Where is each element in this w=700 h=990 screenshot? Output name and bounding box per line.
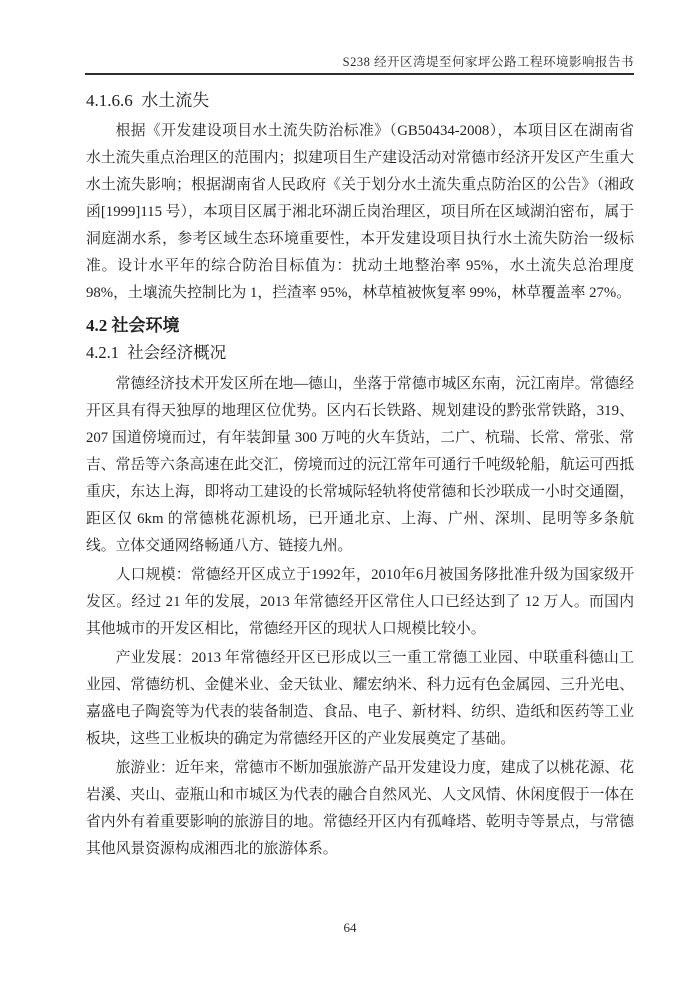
section-heading-4-2-1: 4.2.1 社会经济概况 [86, 343, 227, 362]
section-heading-4-1-6-6: 4.1.6.6 水土流失 [86, 91, 210, 110]
header-divider [85, 73, 634, 75]
section-heading-4-2: 4.2 社会环境 [86, 316, 180, 335]
running-header-title: S238 经开区湾堤至何家坪公路工程环境影响报告书 [342, 55, 634, 69]
paragraph-soil-erosion: 根据《开发建设项目水土流失防治标准》（GB50434-2008），本项目区在湖南省水土流失重点治理区的范围内；拟建项目生产建设活动对常德市经济开发区产生重大水土流失影响；根据湖南省人民政府《关于划分水土流失重点防治区的公告》（湘政函[1999]115 号），本项目区属于湘北环湖丘岗治理区，项目所在区域湖泊密布，属于洞庭湖水系，参考区域生态环境重要性，本开发建设项目执行水土流失防治一级标准。设计水平年的综合防治目标值为：扰动土地整治率 95%，水土流失总治理度 98%，土壤流失控制比为 1，拦渣率 95%，林草植被恢复率 99%，林草覆盖率 27%。 [86, 123, 634, 301]
paragraph-tourism: 旅游业：近年来，常德市不断加强旅游产品开发建设力度，建成了以桃花源、花岩溪、夹山、壶瓶山和市城区为代表的融合自然风光、人文风情、休闲度假于一体在省内外有着重要影响的旅游目的地。常德经开区内有孤峰塔、乾明寺等景点，与常德其他风景资源构成湘西北的旅游体系。 [86, 760, 634, 857]
document-body [86, 90, 634, 865]
paragraph-industry: 产业发展：2013 年常德经开区已形成以三一重工常德工业园、中联重科德山工业园、常德纺机、金健米业、金天钛业、耀宏纳米、科力远有色金属园、三升光电、嘉盛电子陶瓷等为代表的装备制造、食品、电子、新材料、纺织、造纸和医药等工业板块，这些工业板块的确定为常德经开区的产业发展奠定了基础。 [86, 650, 634, 747]
page-footer [0, 920, 700, 936]
running-header [86, 52, 634, 70]
paragraph-population: 人口规模：常德经开区成立于1992年，2010年6月被国务陊批准升级为国家级开发区。经过 21 年的发展，2013 年常德经开区常住人口已经达到了 12 万人。而国内其他城市的开发区相比，常德经开区的现状人口规模比较小。 [86, 567, 634, 637]
paragraph-location-overview: 常德经济技术开发区所在地—德山，坐落于常德市城区东南，沅江南岸。常德经开区具有得天独厚的地理区位优势。区内石长铁路、规划建设的黔张常铁路，319、207 国道傍境而过，有年装卸量 300 万吨的火车货站，二广、杭瑞、长常、常张、常吉、常岳等六条高速在此交汇，傍境而过的沅江常年可通行千吨级轮船，航运可西抵重庆，东达上海，即将动工建设的长常城际轻轨将使常德和长沙联成一小时交通圈，距区仅 6km 的常德桃花源机场，已开通北京、上海、广州、深圳、昆明等多条航线。立体交通网络畅通八方、链接九州。 [86, 376, 634, 554]
page-number: 64 [343, 920, 357, 935]
